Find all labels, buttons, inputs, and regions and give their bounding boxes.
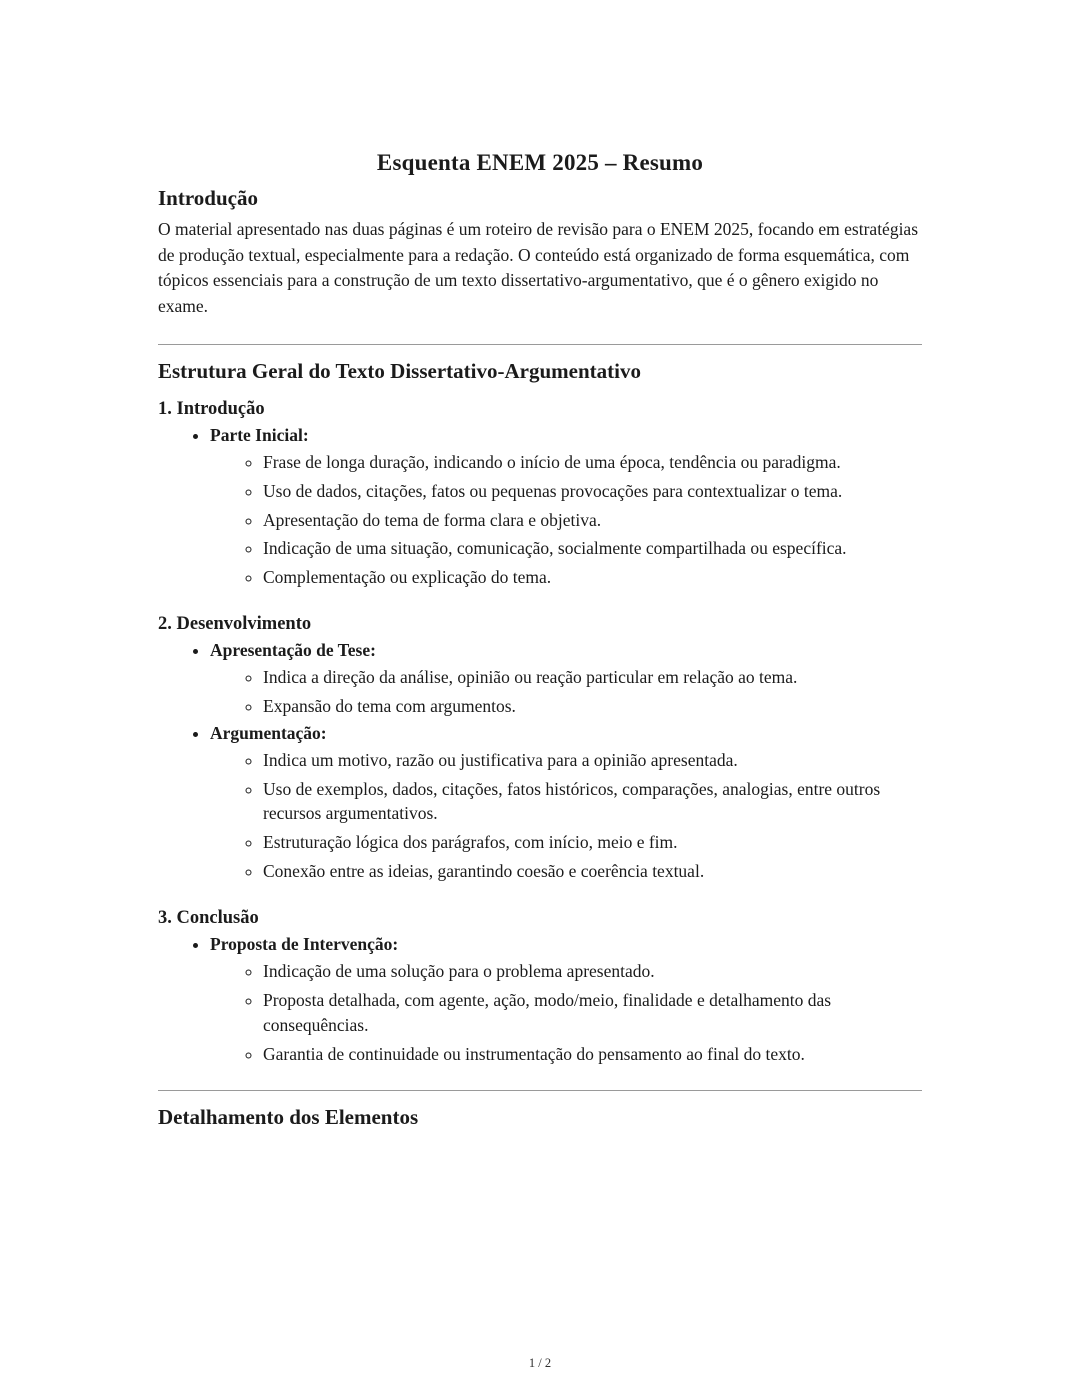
sub-list-item: ◦ Conexão entre as ideias, garantindo coesão e coerência textual. (263, 859, 900, 884)
bullet-list (158, 934, 922, 1066)
sub-list-item: ◦ Indica um motivo, razão ou justificativa para a opinião apresentada. (263, 748, 900, 773)
section-heading-introducao: Introdução (158, 186, 258, 210)
bullet-label: Proposta de Intervenção: (210, 934, 399, 954)
sub-list-item: ◦ Uso de exemplos, dados, citações, fatos históricos, comparações, analogias, entre outros recursos argumentativos. (263, 777, 900, 827)
bullet-label: Apresentação de Tese: (210, 640, 376, 661)
sub-list-item: ◦ Garantia de continuidade ou instrumentação do pensamento ao final do texto. (263, 1042, 900, 1067)
bullet-list (158, 640, 922, 884)
subsection-heading: 1. Introdução (158, 398, 265, 419)
bullet-list (158, 425, 922, 590)
bullet-label: Argumentação: (210, 722, 327, 743)
section-heading-detalhamento: Detalhamento dos Elementos (158, 1105, 419, 1130)
sub-list-item: ◦ Expansão do tema com argumentos. (263, 694, 900, 719)
sub-bullet-list (210, 665, 900, 719)
sub-bullet-list (210, 450, 900, 590)
section-divider (158, 1090, 922, 1091)
sub-list-item: ◦ Indica a direção da análise, opinião ou reação particular em relação ao tema. (263, 665, 900, 690)
sub-list-item: ◦ Estruturação lógica dos parágrafos, com início, meio e fim. (263, 830, 900, 855)
sub-bullet-list (210, 748, 900, 884)
section-heading-estrutura: Estrutura Geral do Texto Dissertativo-Argumentativo (158, 358, 641, 383)
sub-list-item: ◦ Apresentação do tema de forma clara e objetiva. (263, 508, 900, 533)
list-item (210, 934, 922, 1066)
subsection-heading: 2. Desenvolvimento (158, 614, 312, 635)
sub-list-item: ◦ Proposta detalhada, com agente, ação, modo/meio, finalidade e detalhamento das consequências. (263, 988, 900, 1038)
document-title: Esquenta ENEM 2025 – Resumo (376, 150, 704, 175)
list-item (210, 425, 922, 590)
page-number: 1 / 2 (528, 1356, 552, 1370)
subsection-conclusao (158, 908, 922, 1066)
sub-list-item: ◦ Frase de longa duração, indicando o início de uma época, tendência ou paradigma. (263, 450, 900, 475)
intro-paragraph: O material apresentado nas duas páginas é um roteiro de revisão para o ENEM 2025, focando em estratégias de produção textual, especialmente para a redação. O conteúdo está organizado de forma esquemática, com tópicos essenciais para a construção de um texto dissertativo-argumentativo, que é o gênero exigido no exame. (158, 219, 919, 317)
list-item (210, 723, 922, 884)
section-divider (158, 344, 922, 345)
sub-list-item: ◦ Indicação de uma situação, comunicação, socialmente compartilhada ou específica. (263, 536, 900, 561)
list-item (210, 640, 922, 719)
sub-list-item: ◦ Indicação de uma solução para o problema apresentado. (263, 959, 900, 984)
bullet-label: Parte Inicial: (210, 424, 309, 445)
sub-list-item: ◦ Complementação ou explicação do tema. (263, 565, 900, 590)
subsection-introducao (158, 399, 922, 590)
subsection-heading: 3. Conclusão (158, 908, 259, 928)
subsection-desenvolvimento (158, 614, 922, 884)
sub-bullet-list (210, 959, 900, 1066)
sub-list-item: ◦ Uso de dados, citações, fatos ou pequenas provocações para contextualizar o tema. (263, 479, 900, 504)
